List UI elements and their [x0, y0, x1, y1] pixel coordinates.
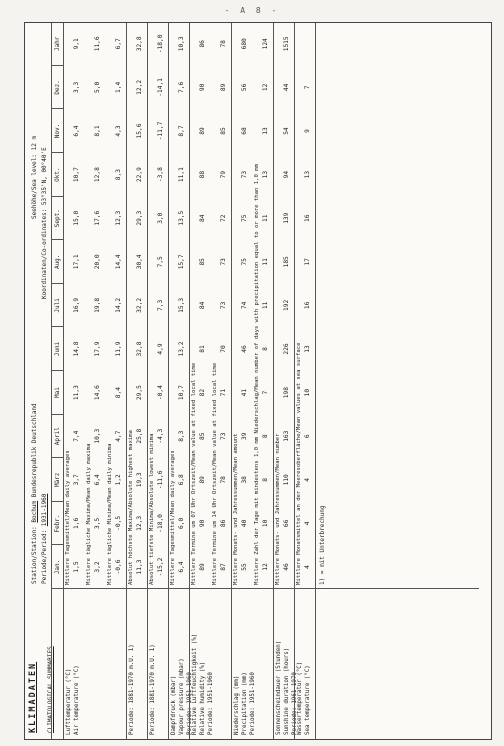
month-divider	[51, 152, 63, 153]
table-cell: 12,8	[94, 167, 101, 183]
section-rule	[147, 23, 148, 739]
table-cell: 78	[220, 40, 227, 48]
table-cell: 8,4	[115, 387, 122, 399]
month-header-2: März	[54, 472, 61, 488]
table-cell: -18,0	[157, 514, 164, 533]
table-cell: 14,4	[115, 254, 122, 270]
table-cell: 14,2	[115, 297, 122, 313]
table-cell: 8,3	[178, 430, 185, 442]
table-cell: 185	[283, 256, 290, 268]
table-cell: 38	[241, 476, 248, 484]
table-cell: 89	[199, 563, 206, 571]
row-caption: Mittlere Termine um 07 Uhr Ortszeit/Mean value at fixed local time	[191, 362, 197, 585]
section-label: Periode: 1881-1970 m.U. 1)	[129, 644, 135, 735]
table-cell: -0,4	[157, 385, 164, 401]
table-cell: 73	[220, 432, 227, 440]
table-cell: 1,2	[115, 474, 122, 486]
table-cell: -15,2	[157, 557, 164, 577]
table-cell: 25,8	[136, 428, 143, 444]
month-divider	[51, 501, 63, 502]
section-label: Periode: 1951-1960	[250, 672, 256, 735]
table-cell: 89	[220, 83, 227, 92]
table-cell: 13,2	[178, 341, 185, 357]
table-cell: 68	[241, 127, 248, 135]
table-cell: 12,3	[115, 210, 122, 226]
table-cell: 11	[262, 214, 269, 222]
table-cell: 56	[241, 83, 248, 92]
table-cell: 10,3	[94, 428, 101, 444]
table-cell: 15,0	[73, 210, 80, 226]
table-cell: 81	[199, 345, 206, 353]
month-divider	[51, 370, 63, 371]
table-cell: 14,6	[94, 385, 101, 401]
table-cell: 139	[283, 212, 290, 224]
section-label: Relative humidity (%)	[200, 661, 206, 735]
section-label: Air temperature (°C)	[74, 665, 80, 735]
row-caption: Mittlere Monatsmittel an der Meeresoberfläche/Mean values at sea surface	[296, 342, 302, 585]
table-cell: -11,6	[157, 470, 164, 490]
table-cell: -0,6	[115, 559, 122, 575]
table-cell: 73	[220, 301, 227, 310]
table-cell: 16	[304, 214, 311, 222]
table-cell: 1,4	[115, 81, 122, 93]
row-caption: Mittlere Tagesmittel/Mean daily averages	[170, 450, 176, 585]
table-cell: 85	[220, 127, 227, 135]
table-cell: 3,7	[73, 474, 80, 486]
table-cell: -18,0	[157, 34, 164, 54]
table-cell: 90	[199, 83, 206, 92]
country: Bundesrepublik Deutschland	[31, 403, 38, 498]
table-cell: 10	[304, 388, 311, 397]
table-cell: 4	[304, 521, 311, 526]
table-cell: 4,9	[157, 343, 164, 355]
table-cell: 680	[241, 38, 248, 50]
month-divider	[51, 457, 63, 458]
table-cell: 3,0	[157, 212, 164, 224]
month-header-0: Jan.	[54, 559, 61, 575]
section-rule	[126, 23, 127, 739]
section-label: Sonnenscheindauer (Stunden)	[276, 640, 282, 735]
table-cell: 82	[199, 388, 206, 397]
month-header-7: Aug.	[54, 254, 61, 270]
table-cell: 13	[262, 170, 269, 179]
altitude-line	[31, 136, 38, 219]
table-cell: 7,5	[157, 256, 164, 268]
table-cell: 66	[283, 519, 290, 528]
table-cell: 11,3	[73, 385, 80, 401]
table-cell: 110	[283, 474, 290, 486]
table-cell: 1,6	[73, 517, 80, 529]
period-value: 1931-1960	[41, 493, 48, 527]
table-cell: 13	[304, 345, 311, 353]
table-cell: 4,7	[115, 430, 122, 442]
table-cell: 86	[199, 40, 206, 48]
table-cell: 22,9	[136, 167, 143, 183]
section-rule	[294, 23, 295, 739]
section-rule	[189, 23, 190, 739]
row-caption: Mittlere Monats- und Jahressummen/Mean number	[275, 433, 281, 585]
table-cell: 7	[262, 390, 269, 395]
climate-table	[24, 22, 492, 740]
row-caption: Absolut höchste Maxima/Absolute highest maxima	[128, 430, 134, 585]
table-cell: 72	[220, 214, 227, 222]
label-column-rule	[51, 588, 479, 589]
table-cell: 73	[241, 170, 248, 179]
table-cell: 79	[220, 170, 227, 179]
table-cell: 8	[262, 347, 269, 351]
table-cell: 163	[283, 430, 290, 442]
table-cell: 11,1	[178, 167, 185, 183]
altitude-value: 12 m	[31, 135, 38, 151]
section-label: Relative Luftfeuchtigkeit (%)	[192, 633, 198, 735]
table-cell: 10,3	[178, 36, 185, 52]
section-label: Lufttemperatur (°C)	[66, 668, 72, 735]
period-label: Periode/Period:	[41, 529, 48, 584]
table-cell: 10,7	[73, 167, 80, 183]
table-cell: 11	[262, 301, 269, 310]
table-cell: 13	[262, 127, 269, 135]
table-cell: 11,6	[94, 36, 101, 52]
section-label: Periode: 1881-1970 m.U. 1)	[150, 644, 156, 735]
table-cell: -14,1	[157, 78, 164, 97]
table-cell: 4	[304, 477, 311, 482]
section-label: Niederschlag (mm)	[234, 675, 240, 735]
coords-label: Koordinaten/Co-ordinates:	[41, 208, 48, 299]
table-cell: 15,7	[178, 254, 185, 270]
month-header-11: Dez.	[54, 80, 61, 95]
table-cell: 87	[220, 563, 227, 571]
section-label: Wassertemperatur (°C)	[297, 661, 303, 735]
coords-value: 53°35'N, 00°40'E	[41, 147, 48, 206]
table-cell: 12	[262, 83, 269, 92]
table-cell: 46	[283, 563, 290, 571]
table-cell: 9,1	[73, 38, 80, 50]
month-header-6: Juli	[54, 298, 61, 313]
table-cell: 3,5	[94, 517, 101, 529]
table-cell: 19,3	[136, 472, 143, 488]
table-cell: 71	[220, 388, 227, 397]
row-caption: Mittlere tägliche Minima/Mean daily minima	[107, 443, 113, 585]
section-label: Sunshine duration (hours)	[284, 647, 290, 735]
table-cell: 54	[283, 127, 290, 135]
month-header-12: Jahr	[54, 36, 61, 52]
table-cell: 29,3	[136, 210, 143, 226]
table-cell: 7,3	[157, 299, 164, 311]
table-cell: 90	[199, 519, 206, 528]
table-cell: 85	[199, 432, 206, 440]
table-cell: 226	[283, 343, 290, 355]
table-cell: -11,7	[157, 121, 164, 141]
section-label: Precipitation (mm)	[242, 672, 248, 735]
footnote: 1) = mit Unterbrechung	[319, 505, 326, 585]
section-label: Vapour pressure (mbar)	[179, 658, 185, 735]
table-cell: 6,4	[73, 125, 80, 137]
table-cell: 12,2	[136, 79, 143, 95]
period-line	[41, 494, 48, 584]
table-cell: 4,3	[115, 125, 122, 137]
table-cell: 29,5	[136, 385, 143, 401]
month-divider	[51, 239, 63, 240]
table-cell: 17	[304, 258, 311, 266]
table-cell: 32,2	[136, 297, 143, 313]
table-cell: 4	[304, 565, 311, 569]
row-caption: Mittlere Monats- und Jahressummen/Mean amount	[233, 433, 239, 585]
table-cell: 16,9	[73, 297, 80, 313]
table-title: KLIMADATEN	[28, 661, 38, 733]
table-cell: 84	[199, 301, 206, 310]
table-cell: 20,0	[94, 254, 101, 270]
table-cell: 198	[283, 387, 290, 399]
table-cell: 12	[262, 563, 269, 571]
table-cell: 3,3	[73, 81, 80, 93]
table-cell: 1515	[283, 36, 290, 52]
table-cell: 15,6	[136, 123, 143, 139]
row-caption: Mittlere Tagesmittel/Mean daily averages	[65, 450, 71, 585]
table-cell: 8,3	[115, 169, 122, 181]
table-cell: -0,5	[115, 515, 122, 531]
table-cell: 11,9	[115, 341, 122, 357]
month-divider	[51, 108, 63, 109]
header-rule	[51, 23, 52, 739]
table-cell: 6,8	[178, 474, 185, 486]
table-cell: 8,7	[178, 125, 185, 137]
row-caption: Mittlere tägliche Maxima/Mean daily maxima	[86, 443, 92, 585]
table-cell: -3,8	[157, 167, 164, 183]
table-cell: 13,5	[178, 210, 185, 226]
table-cell: 88	[199, 170, 206, 179]
month-header-8: Sept.	[54, 209, 61, 228]
table-cell: 39	[241, 432, 248, 440]
station-label: Station/Station:	[31, 526, 38, 584]
section-rule	[231, 23, 232, 739]
section-label: Sea temperature (°C)	[305, 665, 311, 735]
table-cell: 75	[241, 214, 248, 222]
table-cell: 40	[241, 519, 248, 528]
month-header-10: Nov.	[54, 123, 61, 139]
table-cell: 10,7	[178, 385, 185, 401]
section-rule	[273, 23, 274, 739]
month-divider	[51, 414, 63, 415]
table-cell: 30,4	[136, 254, 143, 270]
section-label: Periode: 1951-1960	[208, 672, 214, 735]
month-header-5: Juni	[54, 341, 61, 357]
table-cell: 32,8	[136, 341, 143, 357]
table-cell: 41	[241, 388, 248, 397]
table-cell: 7,6	[178, 81, 185, 93]
table-cell: 6,4	[178, 561, 185, 573]
month-divider	[51, 65, 63, 66]
table-cell: 13	[304, 170, 311, 179]
station-name: Bochum	[31, 500, 38, 523]
table-cell: 75	[241, 258, 248, 266]
table-cell: 32,8	[136, 36, 143, 52]
month-header-9: Okt.	[54, 167, 61, 182]
table-cell: 14,8	[73, 341, 80, 357]
table-cell: 8	[262, 434, 269, 439]
table-cell: 12,3	[136, 515, 143, 531]
table-cell: 17,1	[73, 254, 80, 270]
table-cell: 15,3	[178, 297, 185, 313]
table-cell: 7	[304, 85, 311, 90]
station-line	[31, 403, 38, 584]
altitude-label: Seehöhe/Sea level:	[31, 153, 38, 219]
month-divider	[51, 544, 63, 545]
month-divider	[51, 283, 63, 284]
table-cell: 85	[199, 258, 206, 266]
table-cell: 8,1	[94, 125, 101, 137]
row-caption: Mittlere Zahl der Tage mit mindestens 1,0 mm Niederschlag/Mean number of days with precipitation equal to or more than 1,0 mm	[254, 164, 260, 585]
table-cell: 78	[220, 476, 227, 484]
table-cell: 89	[199, 127, 206, 135]
month-divider	[51, 326, 63, 327]
section-label: Periode: 1951-1960	[187, 672, 193, 735]
table-cell: 73	[220, 258, 227, 266]
row-caption: Mittlere Termine um 14 Uhr Ortszeit/Mean value at fixed local time	[212, 362, 218, 585]
section-label: Dampfdruck (mbar)	[171, 675, 177, 735]
table-cell: 17,9	[94, 341, 101, 357]
table-cell: 11,3	[136, 559, 143, 575]
table-cell: 55	[241, 563, 248, 571]
table-cell: 8	[262, 477, 269, 482]
table-cell: 89	[199, 476, 206, 484]
table-cell: 5,0	[94, 81, 101, 93]
table-cell: 10	[262, 519, 269, 528]
table-cell: 94	[283, 170, 290, 179]
table-cell: 1,5	[73, 561, 80, 573]
table-subtitle: CLIMATOLOGICAL SUMMARIES	[47, 646, 54, 733]
month-header-4: Mai	[54, 387, 61, 399]
table-cell: 46	[241, 345, 248, 353]
month-header-1: Febr.	[54, 514, 61, 533]
header-bottom-rule	[63, 23, 64, 739]
coords-line	[41, 147, 48, 299]
table-cell: 86	[220, 519, 227, 528]
table-cell: 19,8	[94, 297, 101, 313]
table-cell: 192	[283, 299, 290, 311]
section-rule	[315, 23, 316, 739]
table-cell: 74	[241, 301, 248, 310]
table-cell: 9	[304, 129, 311, 133]
table-cell: 16	[304, 301, 311, 310]
row-caption: Absolut tiefste Minima/Absolute lowest minima	[149, 433, 155, 585]
table-cell: 124	[262, 38, 269, 50]
table-cell: 17,6	[94, 210, 101, 226]
table-cell: 84	[199, 214, 206, 222]
section-label: Periode: 1961-1970	[292, 672, 298, 735]
page-number: - A 8 -	[224, 6, 280, 15]
month-divider	[51, 196, 63, 197]
climate-table-frame	[24, 22, 492, 740]
table-cell: 6,4	[94, 474, 101, 486]
table-cell: 7,4	[73, 430, 80, 442]
table-cell: 6	[304, 434, 311, 439]
table-cell: 11	[262, 258, 269, 266]
table-cell: 70	[220, 345, 227, 353]
table-cell: 3,2	[94, 561, 101, 573]
table-cell: 44	[283, 83, 290, 92]
table-cell: -4,3	[157, 428, 164, 444]
month-header-3: April	[54, 427, 61, 446]
section-rule	[168, 23, 169, 739]
table-cell: 6,0	[178, 517, 185, 529]
table-cell: 6,7	[115, 38, 122, 50]
